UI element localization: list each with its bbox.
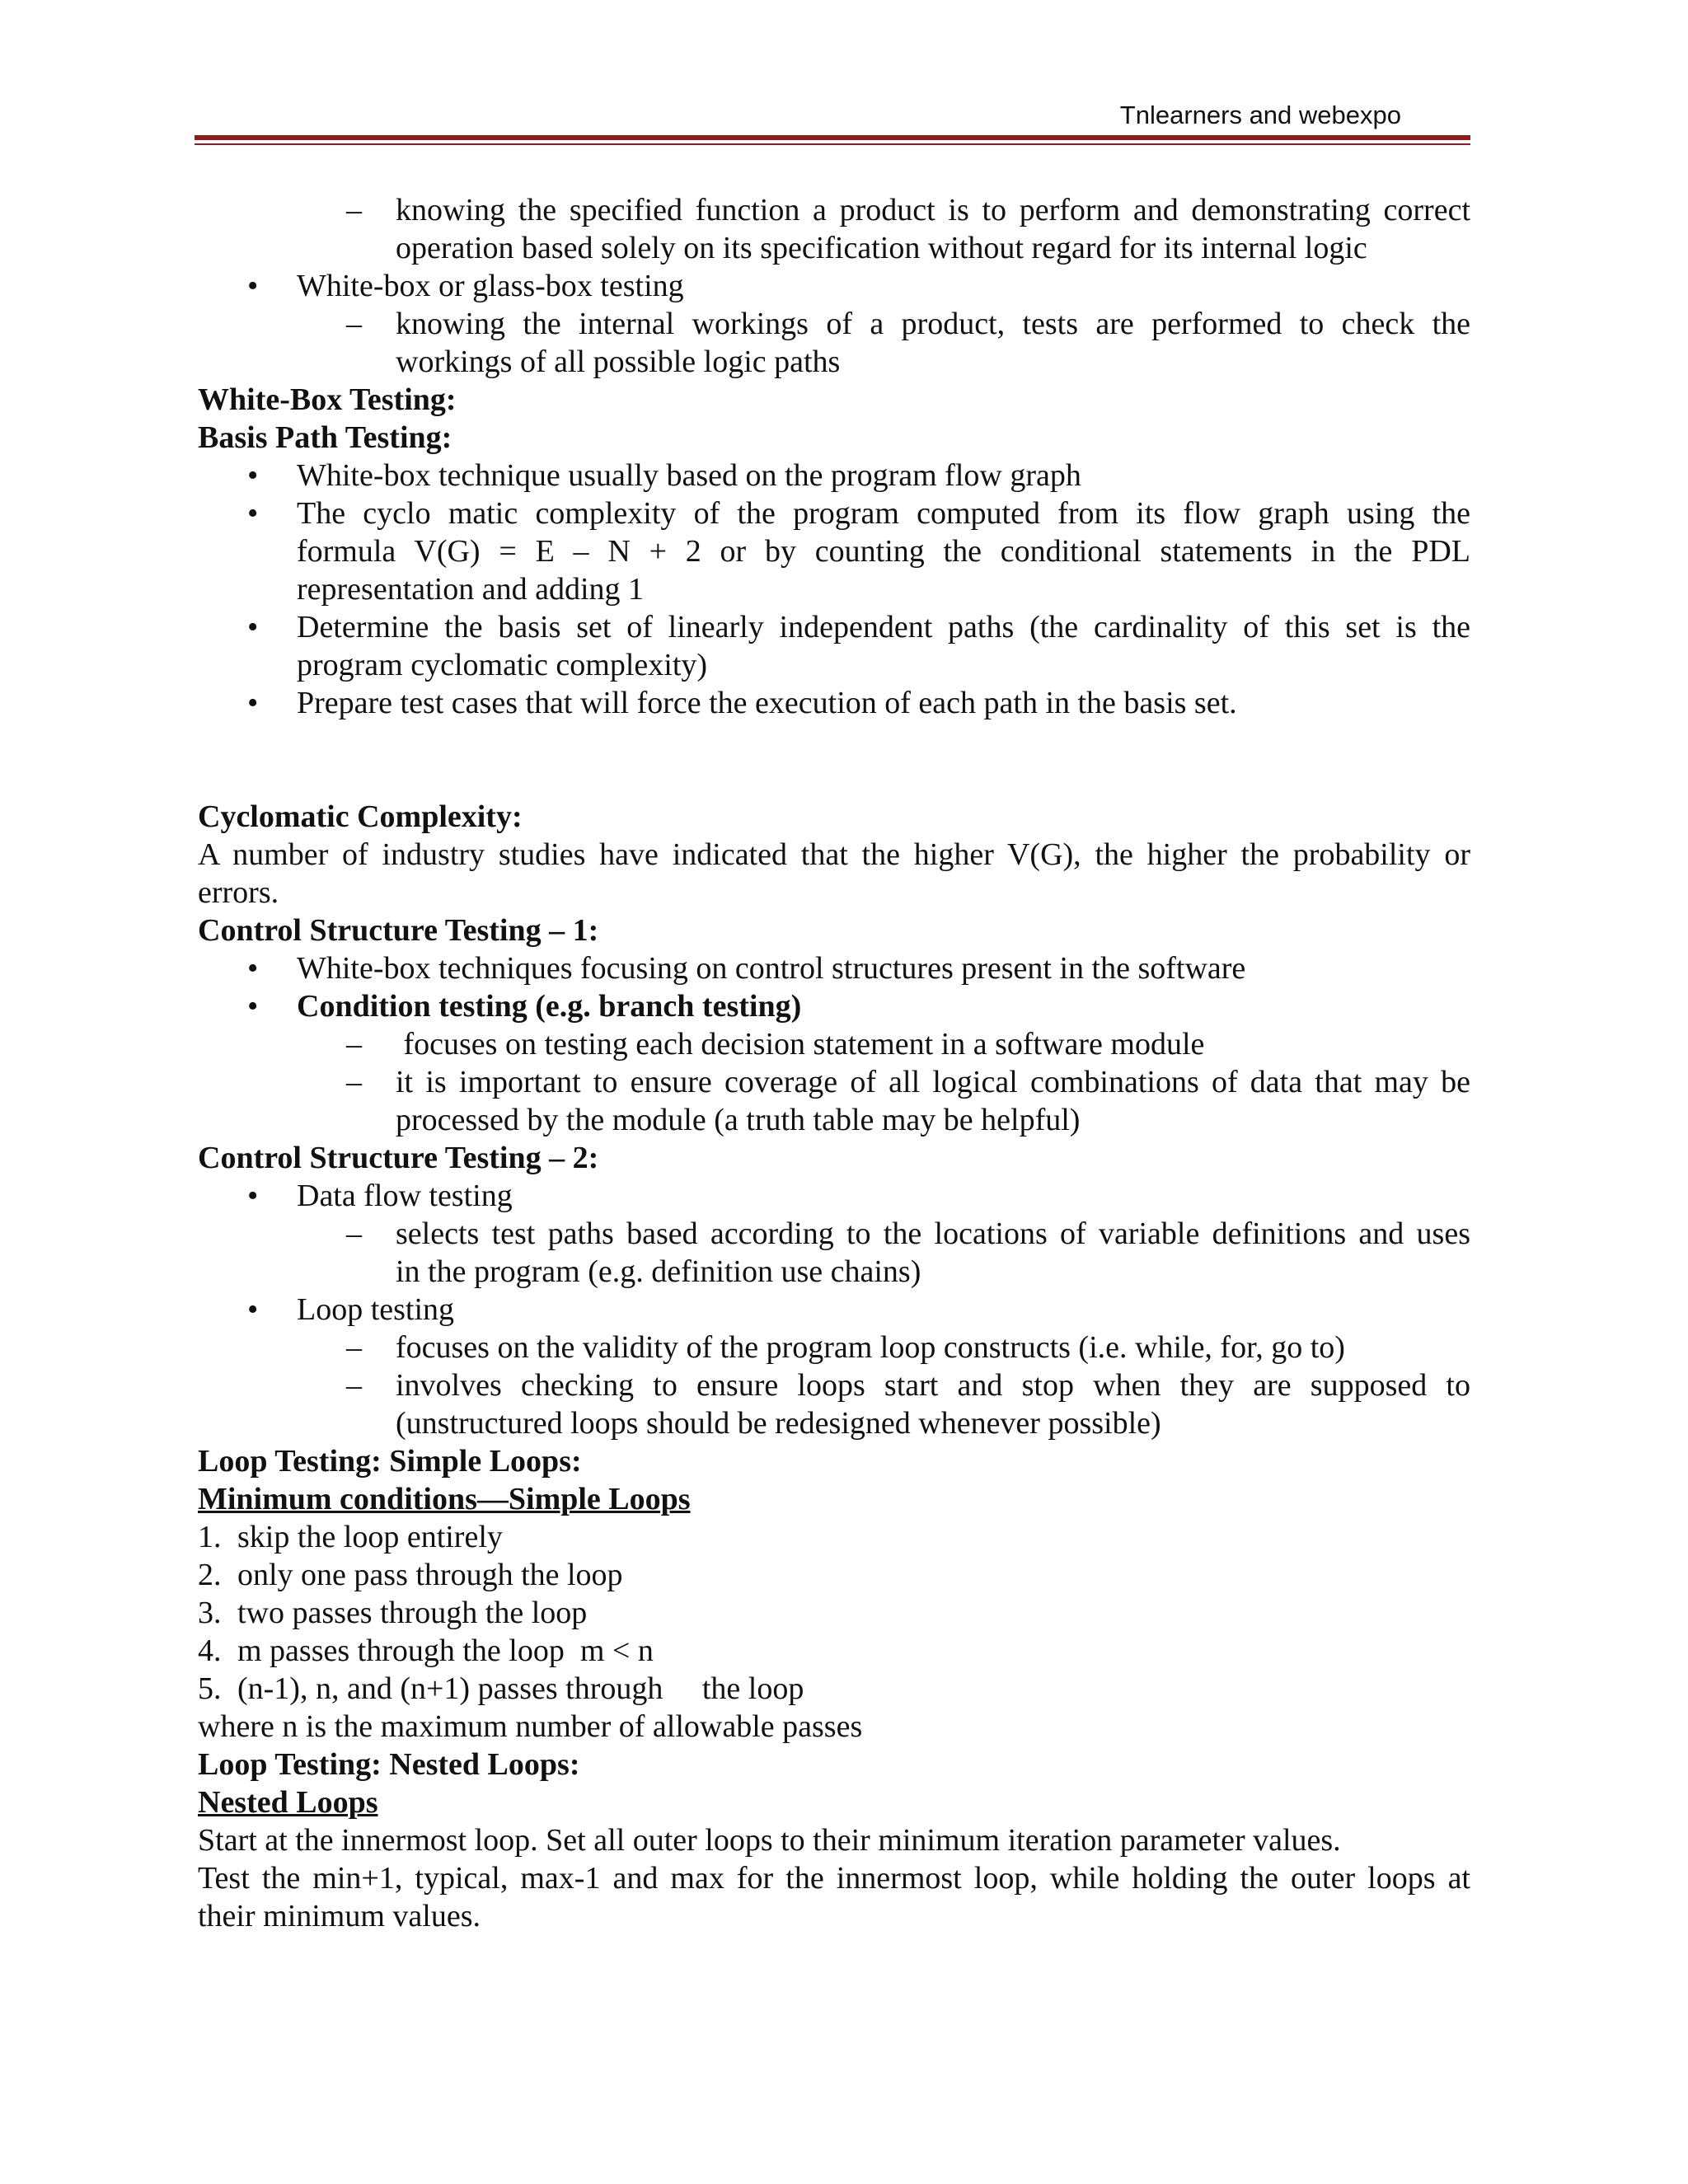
section-subheading: Minimum conditions—Simple Loops — [198, 1482, 691, 1516]
text-line: Test the min+1, typical, max-1 and max for the innermost loop, while holding the outer loops at — [198, 1861, 1470, 1896]
bullet-item — [198, 457, 1470, 494]
text-line: knowing the internal workings of a product, tests are performed to check the — [396, 307, 1470, 341]
text-line: Determine the basis set of linearly independent paths (the cardinality of this set is the — [297, 610, 1470, 644]
dash-marker: – — [346, 1368, 362, 1403]
bullet-item — [198, 1291, 1470, 1329]
section-heading: Loop Testing: Simple Loops: — [198, 1444, 582, 1479]
section-subheading: Nested Loops — [198, 1785, 378, 1820]
item-text: (n-1), n, and (n+1) passes through the loop — [237, 1671, 804, 1706]
numbered-item — [198, 1632, 1470, 1670]
text-line: representation and adding 1 — [297, 572, 645, 607]
bullet-marker: • — [247, 951, 259, 986]
bullet-item — [198, 987, 1470, 1025]
text-line: Loop testing — [297, 1292, 455, 1327]
text-line: The cyclo matic complexity of the program computed from its flow graph using the — [297, 496, 1470, 531]
item-number: 5. — [198, 1671, 222, 1706]
item-text: skip the loop entirely — [237, 1520, 503, 1554]
dash-item — [198, 1215, 1470, 1291]
text-line: their minimum values. — [198, 1899, 481, 1933]
text-line: Condition testing (e.g. branch testing) — [297, 989, 802, 1024]
section-heading: Cyclomatic Complexity: — [198, 799, 523, 834]
text-line: program cyclomatic complexity) — [297, 648, 708, 682]
text-line: Prepare test cases that will force the execution of each path in the basis set. — [297, 686, 1237, 720]
text-line: in the program (e.g. definition use chains) — [396, 1254, 921, 1289]
bullet-marker: • — [247, 610, 259, 644]
item-number: 3. — [198, 1596, 222, 1630]
dash-item — [198, 305, 1470, 381]
bullet-item — [198, 608, 1470, 684]
text-line: focuses on the validity of the program loop constructs (i.e. while, for, go to) — [396, 1330, 1345, 1365]
bullet-item — [198, 1177, 1470, 1215]
dash-marker: – — [346, 1065, 362, 1099]
header-rule-thin — [195, 143, 1470, 145]
text-line: involves checking to ensure loops start and stop when they are supposed to — [396, 1368, 1470, 1403]
bullet-marker: • — [247, 1179, 259, 1213]
item-number: 4. — [198, 1633, 222, 1668]
item-text: two passes through the loop — [237, 1596, 588, 1630]
text-line: White-box technique usually based on the program flow graph — [297, 458, 1081, 493]
text-line: selects test paths based according to the locations of variable definitions and uses — [396, 1216, 1470, 1251]
bullet-marker: • — [247, 686, 259, 720]
item-text: m passes through the loop m < n — [237, 1633, 654, 1668]
dash-marker: – — [346, 307, 362, 341]
text-line: focuses on testing each decision statement in a software module — [396, 1027, 1205, 1062]
numbered-item — [198, 1556, 1470, 1594]
numbered-item — [198, 1670, 1470, 1708]
text-line: A number of industry studies have indicated that the higher V(G), the higher the probability or — [198, 837, 1470, 872]
spacer — [198, 722, 1470, 798]
bullet-item — [198, 267, 1470, 305]
section-heading: White-Box Testing: — [198, 382, 457, 417]
item-number: 1. — [198, 1520, 222, 1554]
page-header: Tnlearners and webexpo — [1119, 101, 1401, 129]
bullet-item — [198, 684, 1470, 722]
numbered-item — [198, 1594, 1470, 1632]
item-number: 2. — [198, 1558, 222, 1592]
dash-item — [198, 1063, 1470, 1139]
dash-marker: – — [346, 1216, 362, 1251]
text-line: processed by the module (a truth table may be helpful) — [396, 1103, 1081, 1137]
bullet-item — [198, 949, 1470, 987]
text-line: White-box or glass-box testing — [297, 269, 684, 303]
text-line: White-box techniques focusing on control structures present in the software — [297, 951, 1246, 986]
dash-item — [198, 1329, 1470, 1366]
section-heading: Basis Path Testing: — [198, 420, 452, 455]
item-text: only one pass through the loop — [237, 1558, 623, 1592]
section-heading: Control Structure Testing – 1: — [198, 913, 599, 948]
dash-item — [198, 191, 1470, 267]
section-heading: Control Structure Testing – 2: — [198, 1141, 599, 1175]
text-line: workings of all possible logic paths — [396, 344, 841, 379]
text-line: errors. — [198, 875, 279, 910]
bullet-marker: • — [247, 496, 259, 531]
bullet-marker: • — [247, 269, 259, 303]
dash-marker: – — [346, 1027, 362, 1062]
bullet-item — [198, 494, 1470, 608]
bullet-marker: • — [247, 989, 259, 1024]
text-line: (unstructured loops should be redesigned whenever possible) — [396, 1406, 1161, 1441]
page-content — [198, 191, 1470, 1935]
dash-marker: – — [346, 1330, 362, 1365]
bullet-marker: • — [247, 1292, 259, 1327]
numbered-item — [198, 1518, 1470, 1556]
text-line: operation based solely on its specification without regard for its internal logic — [396, 231, 1367, 265]
bullet-marker: • — [247, 458, 259, 493]
text-line: Data flow testing — [297, 1179, 513, 1213]
dash-item — [198, 1025, 1470, 1063]
text-line: where n is the maximum number of allowable passes — [198, 1709, 863, 1744]
text-line: knowing the specified function a product is to perform and demonstrating correct — [396, 193, 1470, 227]
dash-marker: – — [346, 193, 362, 227]
text-line: Start at the innermost loop. Set all outer loops to their minimum iteration parameter values. — [198, 1823, 1341, 1858]
text-line: formula V(G) = E – N + 2 or by counting the conditional statements in the PDL — [297, 534, 1470, 569]
header-rule-thick — [195, 135, 1470, 140]
text-line: it is important to ensure coverage of all logical combinations of data that may be — [396, 1065, 1470, 1099]
section-heading: Loop Testing: Nested Loops: — [198, 1747, 580, 1782]
dash-item — [198, 1366, 1470, 1442]
